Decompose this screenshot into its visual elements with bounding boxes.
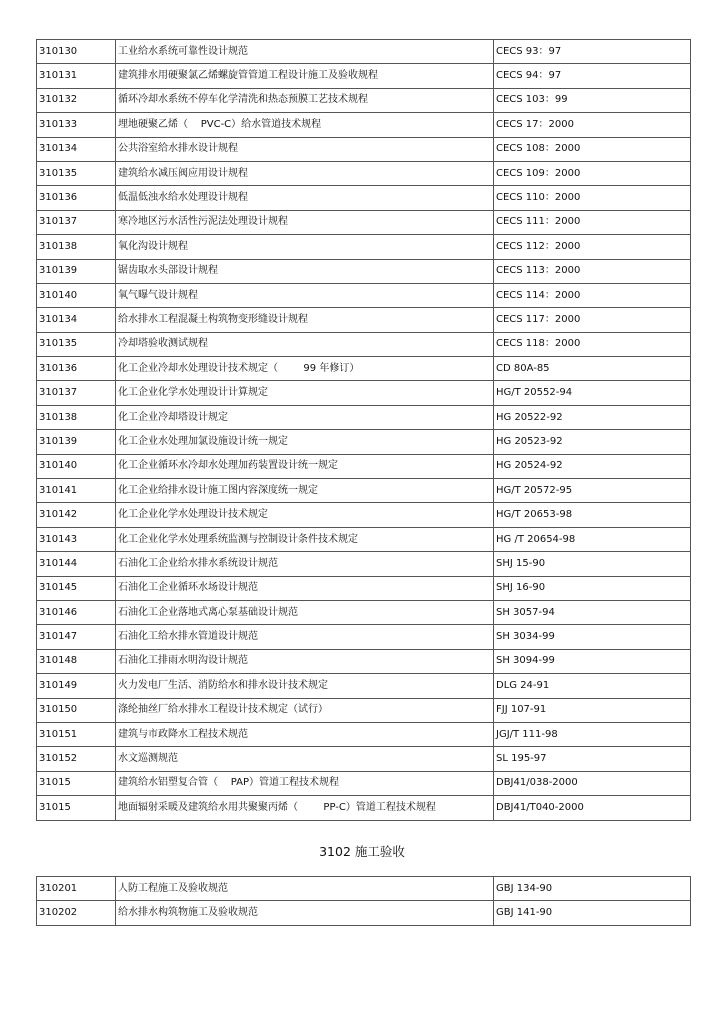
standard-number-cell xyxy=(494,722,691,746)
standard-number-cell-text: HG 20524-92 xyxy=(496,460,563,472)
standard-code-cell xyxy=(37,600,116,624)
standard-code-cell xyxy=(37,137,116,161)
standard-code-cell xyxy=(37,40,116,64)
standard-name-cell xyxy=(116,747,494,771)
standard-name-cell xyxy=(116,527,494,551)
standard-number-cell-text: CECS 108：2000 xyxy=(496,143,581,155)
standard-number-cell xyxy=(494,40,691,64)
standard-number-cell xyxy=(494,771,691,795)
standard-number-cell-text: DLG 24-91 xyxy=(496,679,550,691)
table-row xyxy=(37,186,691,210)
standard-code-cell-text: 31015 xyxy=(39,801,71,813)
standard-number-cell xyxy=(494,64,691,88)
standard-name-cell xyxy=(116,161,494,185)
standard-code-cell xyxy=(37,649,116,673)
standard-number-cell xyxy=(494,308,691,332)
standard-code-cell xyxy=(37,877,116,901)
standard-code-cell-text: 310151 xyxy=(39,728,78,740)
standard-code-cell xyxy=(37,771,116,795)
standard-code-cell xyxy=(37,308,116,332)
section-heading xyxy=(0,844,724,860)
standard-name-cell-text: 化工企业水处理加氯设施设计统一规定 xyxy=(118,435,288,447)
standard-name-cell-text: 地面辐射采暖及建筑给水用共聚聚丙烯（ PP-C）管道工程技术规程 xyxy=(118,801,436,813)
table-row xyxy=(37,430,691,454)
standard-name-cell xyxy=(116,430,494,454)
standard-code-cell xyxy=(37,796,116,820)
standard-code-cell-text: 310132 xyxy=(39,94,78,106)
standard-number-cell-text: CECS 109：2000 xyxy=(496,167,581,179)
standard-name-cell-text: 人防工程施工及验收规范 xyxy=(118,882,228,894)
standard-code-cell xyxy=(37,357,116,381)
table-row xyxy=(37,161,691,185)
table-row xyxy=(37,552,691,576)
standard-number-cell xyxy=(494,503,691,527)
standard-name-cell xyxy=(116,479,494,503)
standard-name-cell xyxy=(116,625,494,649)
table-row xyxy=(37,88,691,112)
standard-code-cell-text: 310202 xyxy=(39,907,78,919)
standard-code-cell xyxy=(37,283,116,307)
standards-table xyxy=(36,39,691,821)
standard-code-cell-text: 310134 xyxy=(39,313,78,325)
standard-number-cell xyxy=(494,113,691,137)
table-row xyxy=(37,357,691,381)
standard-name-cell-text: 石油化工给水排水管道设计规范 xyxy=(118,631,258,643)
standard-number-cell xyxy=(494,332,691,356)
table-row xyxy=(37,722,691,746)
table-row xyxy=(37,137,691,161)
standard-number-cell xyxy=(494,235,691,259)
standard-number-cell-text: CECS 110：2000 xyxy=(496,192,581,204)
standard-code-cell-text: 310138 xyxy=(39,411,78,423)
standard-number-cell-text: SHJ 16-90 xyxy=(496,582,546,594)
standard-name-cell-text: 低温低浊水给水处理设计规程 xyxy=(118,192,248,204)
standard-number-cell-text: HG/T 20653-98 xyxy=(496,509,573,521)
table-row xyxy=(37,113,691,137)
table-row xyxy=(37,332,691,356)
table-row xyxy=(37,747,691,771)
standard-number-cell xyxy=(494,430,691,454)
standard-name-cell-text: 冷却塔验收测试规程 xyxy=(118,338,208,350)
standard-number-cell-text: CECS 111：2000 xyxy=(496,216,581,228)
standard-name-cell xyxy=(116,698,494,722)
standard-code-cell-text: 310139 xyxy=(39,265,78,277)
standard-code-cell-text: 310137 xyxy=(39,216,78,228)
standard-number-cell-text: SH 3034-99 xyxy=(496,631,555,643)
standard-name-cell xyxy=(116,40,494,64)
table-row xyxy=(37,649,691,673)
standard-name-cell xyxy=(116,796,494,820)
standard-code-cell xyxy=(37,161,116,185)
standard-number-cell xyxy=(494,576,691,600)
table-row xyxy=(37,308,691,332)
standard-number-cell-text: HG /T 20654-98 xyxy=(496,533,576,545)
standard-code-cell xyxy=(37,64,116,88)
standard-code-cell xyxy=(37,698,116,722)
standard-code-cell-text: 310142 xyxy=(39,509,78,521)
standard-code-cell xyxy=(37,576,116,600)
standard-number-cell xyxy=(494,357,691,381)
table-row xyxy=(37,405,691,429)
standard-code-cell xyxy=(37,503,116,527)
standard-code-cell-text: 310137 xyxy=(39,387,78,399)
standard-code-cell-text: 310140 xyxy=(39,460,78,472)
construction-acceptance-table-body xyxy=(37,877,691,926)
standard-code-cell-text: 310148 xyxy=(39,655,78,667)
standard-number-cell-text: HG 20522-92 xyxy=(496,411,563,423)
standard-number-cell-text: CECS 94：97 xyxy=(496,70,562,82)
standard-code-cell-text: 310135 xyxy=(39,167,78,179)
standard-code-cell xyxy=(37,186,116,210)
standard-number-cell-text: CECS 114：2000 xyxy=(496,289,581,301)
standard-code-cell-text: 310144 xyxy=(39,557,78,569)
standard-code-cell-text: 310130 xyxy=(39,45,78,57)
standard-number-cell xyxy=(494,649,691,673)
standard-name-cell xyxy=(116,235,494,259)
standard-code-cell-text: 310146 xyxy=(39,606,78,618)
standard-code-cell-text: 310143 xyxy=(39,533,78,545)
standard-number-cell xyxy=(494,698,691,722)
standard-name-cell xyxy=(116,600,494,624)
standard-number-cell xyxy=(494,259,691,283)
standard-number-cell xyxy=(494,479,691,503)
standard-number-cell-text: SH 3094-99 xyxy=(496,655,555,667)
standard-name-cell-text: 给水排水构筑物施工及验收规范 xyxy=(118,907,258,919)
standard-name-cell-text: 公共浴室给水排水设计规程 xyxy=(118,143,238,155)
standard-number-cell-text: CECS 103：99 xyxy=(496,94,568,106)
standard-name-cell xyxy=(116,576,494,600)
standard-code-cell-text: 310150 xyxy=(39,704,78,716)
standard-number-cell-text: SH 3057-94 xyxy=(496,606,555,618)
table-row xyxy=(37,503,691,527)
standard-code-cell xyxy=(37,235,116,259)
standard-name-cell-text: 火力发电厂生活、消防给水和排水设计技术规定 xyxy=(118,679,328,691)
standard-name-cell-text: 石油化工排雨水明沟设计规范 xyxy=(118,655,248,667)
standard-number-cell xyxy=(494,161,691,185)
table-row xyxy=(37,877,691,901)
table-row xyxy=(37,625,691,649)
standard-name-cell-text: 建筑给水减压阀应用设计规程 xyxy=(118,167,248,179)
standard-name-cell-text: 涤纶抽丝厂给水排水工程设计技术规定（试行） xyxy=(118,704,328,716)
standard-name-cell xyxy=(116,381,494,405)
standard-number-cell xyxy=(494,625,691,649)
construction-acceptance-table xyxy=(36,876,691,926)
standard-name-cell xyxy=(116,901,494,925)
standard-number-cell xyxy=(494,796,691,820)
standard-code-cell xyxy=(37,454,116,478)
standard-name-cell-text: 循环冷却水系统不停车化学清洗和热态预膜工艺技术规程 xyxy=(118,94,368,106)
standard-name-cell-text: 化工企业化学水处理设计技术规定 xyxy=(118,509,268,521)
standard-code-cell-text: 310134 xyxy=(39,143,78,155)
standard-code-cell xyxy=(37,381,116,405)
standard-code-cell-text: 310140 xyxy=(39,289,78,301)
standard-name-cell-text: 化工企业给排水设计施工图内容深度统一规定 xyxy=(118,484,318,496)
standard-name-cell xyxy=(116,137,494,161)
standard-code-cell xyxy=(37,625,116,649)
standard-name-cell-text: 给水排水工程混凝土构筑物变形缝设计规程 xyxy=(118,313,308,325)
table-row xyxy=(37,235,691,259)
standard-number-cell xyxy=(494,877,691,901)
table-row xyxy=(37,576,691,600)
standard-name-cell-text: 化工企业化学水处理设计计算规定 xyxy=(118,387,268,399)
standard-number-cell-text: HG/T 20552-94 xyxy=(496,387,573,399)
standard-name-cell-text: 氧气曝气设计规程 xyxy=(118,289,198,301)
table-row xyxy=(37,527,691,551)
standard-code-cell-text: 310149 xyxy=(39,679,78,691)
standard-code-cell xyxy=(37,430,116,454)
standard-number-cell-text: CECS 112：2000 xyxy=(496,240,581,252)
standard-name-cell xyxy=(116,283,494,307)
standard-code-cell-text: 31015 xyxy=(39,777,71,789)
standard-number-cell xyxy=(494,283,691,307)
standard-number-cell-text: CD 80A-85 xyxy=(496,362,550,374)
standard-number-cell xyxy=(494,552,691,576)
standard-number-cell xyxy=(494,747,691,771)
standard-number-cell-text: CECS 113：2000 xyxy=(496,265,581,277)
standard-code-cell xyxy=(37,674,116,698)
table-row xyxy=(37,283,691,307)
standard-code-cell xyxy=(37,88,116,112)
table-row xyxy=(37,698,691,722)
standard-name-cell xyxy=(116,771,494,795)
standard-number-cell-text: DBJ41/T040-2000 xyxy=(496,801,584,813)
standard-name-cell-text: 化工企业冷却塔设计规定 xyxy=(118,411,228,423)
standard-number-cell-text: SHJ 15-90 xyxy=(496,557,546,569)
standard-code-cell xyxy=(37,332,116,356)
table-row xyxy=(37,210,691,234)
standard-name-cell-text: 石油化工企业落地式离心泵基础设计规范 xyxy=(118,606,298,618)
table-row xyxy=(37,600,691,624)
standard-name-cell-text: 化工企业化学水处理系统监测与控制设计条件技术规定 xyxy=(118,533,358,545)
standard-name-cell xyxy=(116,674,494,698)
standard-name-cell xyxy=(116,722,494,746)
standard-name-cell-text: 化工企业循环水冷却水处理加药装置设计统一规定 xyxy=(118,460,338,472)
standard-name-cell xyxy=(116,649,494,673)
standard-code-cell-text: 310138 xyxy=(39,240,78,252)
standard-code-cell-text: 310201 xyxy=(39,882,78,894)
standard-name-cell xyxy=(116,88,494,112)
standard-name-cell xyxy=(116,113,494,137)
standard-number-cell xyxy=(494,901,691,925)
standard-name-cell-text: 建筑与市政降水工程技术规范 xyxy=(118,728,248,740)
standard-name-cell-text: 石油化工企业给水排水系统设计规范 xyxy=(118,557,278,569)
standard-name-cell xyxy=(116,552,494,576)
standard-name-cell xyxy=(116,877,494,901)
standard-name-cell-text: 石油化工企业循环水场设计规范 xyxy=(118,582,258,594)
standard-code-cell xyxy=(37,113,116,137)
standard-number-cell xyxy=(494,674,691,698)
standard-name-cell-text: 工业给水系统可靠性设计规范 xyxy=(118,45,248,57)
standard-number-cell xyxy=(494,454,691,478)
table-row xyxy=(37,479,691,503)
standard-code-cell xyxy=(37,527,116,551)
standard-number-cell-text: HG/T 20572-95 xyxy=(496,484,573,496)
standard-number-cell-text: FJJ 107-91 xyxy=(496,704,547,716)
standard-name-cell-text: 水文巡测规范 xyxy=(118,753,178,765)
standard-code-cell-text: 310131 xyxy=(39,70,78,82)
standard-number-cell-text: CECS 17：2000 xyxy=(496,118,574,130)
standard-name-cell-text: 寒冷地区污水活性污泥法处理设计规程 xyxy=(118,216,288,228)
table-row xyxy=(37,64,691,88)
standard-name-cell xyxy=(116,503,494,527)
standard-code-cell xyxy=(37,722,116,746)
standard-code-cell-text: 310135 xyxy=(39,338,78,350)
standard-code-cell xyxy=(37,479,116,503)
standard-code-cell-text: 310141 xyxy=(39,484,78,496)
standard-code-cell-text: 310139 xyxy=(39,435,78,447)
standard-number-cell xyxy=(494,405,691,429)
standard-number-cell xyxy=(494,527,691,551)
standard-number-cell-text: GBJ 141-90 xyxy=(496,907,553,919)
standard-name-cell-text: 化工企业冷却水处理设计技术规定（ 99 年修订） xyxy=(118,362,360,374)
standard-code-cell xyxy=(37,259,116,283)
standard-name-cell xyxy=(116,405,494,429)
standards-table-body xyxy=(37,40,691,821)
table-row xyxy=(37,259,691,283)
standard-number-cell xyxy=(494,381,691,405)
table-row xyxy=(37,901,691,925)
standard-code-cell-text: 310136 xyxy=(39,362,78,374)
standard-number-cell xyxy=(494,186,691,210)
standard-number-cell-text: DBJ41/038-2000 xyxy=(496,777,578,789)
standard-number-cell xyxy=(494,88,691,112)
standard-number-cell-text: CECS 117：2000 xyxy=(496,313,581,325)
standard-code-cell-text: 310147 xyxy=(39,631,78,643)
standard-name-cell-text: 建筑给水铝塑复合管（ PAP）管道工程技术规程 xyxy=(118,777,339,789)
table-row xyxy=(37,771,691,795)
standard-code-cell xyxy=(37,747,116,771)
table-row xyxy=(37,381,691,405)
standard-code-cell-text: 310145 xyxy=(39,582,78,594)
standard-number-cell xyxy=(494,210,691,234)
standard-name-cell-text: 建筑排水用硬聚氯乙烯螺旋管管道工程设计施工及验收规程 xyxy=(118,70,378,82)
standard-code-cell-text: 310152 xyxy=(39,753,78,765)
standard-name-cell xyxy=(116,186,494,210)
standard-name-cell xyxy=(116,454,494,478)
section-heading-text: 3102 施工验收 xyxy=(319,844,405,859)
standard-name-cell xyxy=(116,357,494,381)
standard-number-cell xyxy=(494,600,691,624)
standard-name-cell-text: 氧化沟设计规程 xyxy=(118,240,188,252)
standard-number-cell-text: SL 195-97 xyxy=(496,753,547,765)
standard-number-cell-text: CECS 93：97 xyxy=(496,45,562,57)
standard-number-cell-text: CECS 118：2000 xyxy=(496,338,581,350)
standard-number-cell-text: GBJ 134-90 xyxy=(496,882,553,894)
standard-number-cell-text: HG 20523-92 xyxy=(496,435,563,447)
standard-name-cell-text: 锯齿取水头部设计规程 xyxy=(118,265,218,277)
table-row xyxy=(37,796,691,820)
table-row xyxy=(37,674,691,698)
table-row xyxy=(37,40,691,64)
standard-name-cell xyxy=(116,308,494,332)
standard-name-cell xyxy=(116,64,494,88)
standard-code-cell-text: 310133 xyxy=(39,118,78,130)
standard-code-cell-text: 310136 xyxy=(39,192,78,204)
standard-code-cell xyxy=(37,405,116,429)
standard-code-cell xyxy=(37,552,116,576)
standard-name-cell xyxy=(116,210,494,234)
standard-name-cell xyxy=(116,259,494,283)
standard-name-cell-text: 埋地硬聚乙烯（ PVC-C）给水管道技术规程 xyxy=(118,118,322,130)
standard-number-cell xyxy=(494,137,691,161)
standard-name-cell xyxy=(116,332,494,356)
standard-code-cell xyxy=(37,901,116,925)
table-row xyxy=(37,454,691,478)
standard-number-cell-text: JGJ/T 111-98 xyxy=(496,728,558,740)
standard-code-cell xyxy=(37,210,116,234)
